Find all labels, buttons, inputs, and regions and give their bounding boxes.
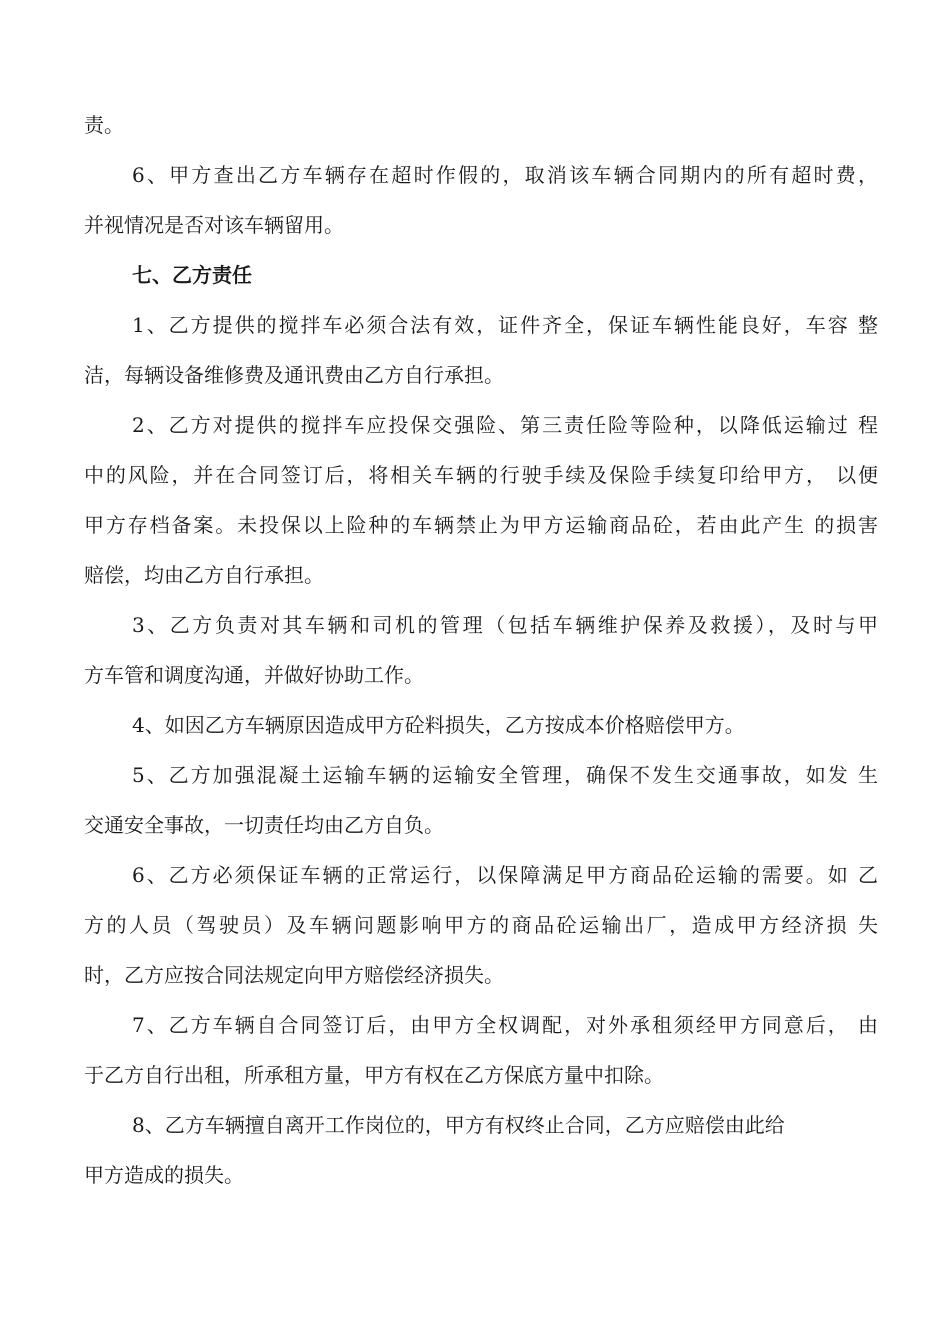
text-line: 8、乙方车辆擅自离开工作岗位的，甲方有权终止合同，乙方应赔偿由此给 xyxy=(132,1113,785,1137)
text-line: 5、乙方加强混凝土运输车辆的运输安全管理，确保不发生交通事故，如发 生 xyxy=(132,763,878,787)
text-line: 中的风险，并在合同签订后，将相关车辆的行驶手续及保险手续复印给甲方， 以便 xyxy=(84,463,878,487)
text-line: 方的人员（驾驶员）及车辆问题影响甲方的商品砼运输出厂，造成甲方经济损 失 xyxy=(84,913,878,937)
text-line: 3、乙方负责对其车辆和司机的管理（包括车辆维护保养及救援），及时与甲 xyxy=(132,613,878,637)
text-line: 时，乙方应按合同法规定向甲方赔偿经济损失。 xyxy=(84,963,504,987)
text-line: 1、乙方提供的搅拌车必须合法有效，证件齐全，保证车辆性能良好，车容 整 xyxy=(132,313,878,337)
text-line: 6、甲方查出乙方车辆存在超时作假的，取消该车辆合同期内的所有超时费， xyxy=(132,163,878,187)
text-line: 甲方造成的损失。 xyxy=(84,1163,244,1187)
text-line: 于乙方自行出租，所承租方量，甲方有权在乙方保底方量中扣除。 xyxy=(84,1063,664,1087)
text-line: 洁，每辆设备维修费及通讯费由乙方自行承担。 xyxy=(84,363,504,387)
text-line: 责。 xyxy=(84,113,124,137)
text-line: 2、乙方对提供的搅拌车应投保交强险、第三责任险等险种，以降低运输过 程 xyxy=(132,413,878,437)
section-heading: 七、乙方责任 xyxy=(132,263,252,287)
text-line: 方车管和调度沟通，并做好协助工作。 xyxy=(84,663,424,687)
text-line: 甲方存档备案。未投保以上险种的车辆禁止为甲方运输商品砼，若由此产生 的损害 xyxy=(84,513,878,537)
text-line: 7、乙方车辆自合同签订后，由甲方全权调配，对外承租须经甲方同意后， 由 xyxy=(132,1013,878,1037)
text-line: 6、乙方必须保证车辆的正常运行，以保障满足甲方商品砼运输的需要。如 乙 xyxy=(132,863,878,887)
text-line: 交通安全事故，一切责任均由乙方自负。 xyxy=(84,813,444,837)
text-line: 4、如因乙方车辆原因造成甲方砼料损失，乙方按成本价格赔偿甲方。 xyxy=(132,713,745,737)
text-line: 并视情况是否对该车辆留用。 xyxy=(84,213,344,237)
text-line: 赔偿，均由乙方自行承担。 xyxy=(84,563,324,587)
document-page xyxy=(84,100,878,1200)
